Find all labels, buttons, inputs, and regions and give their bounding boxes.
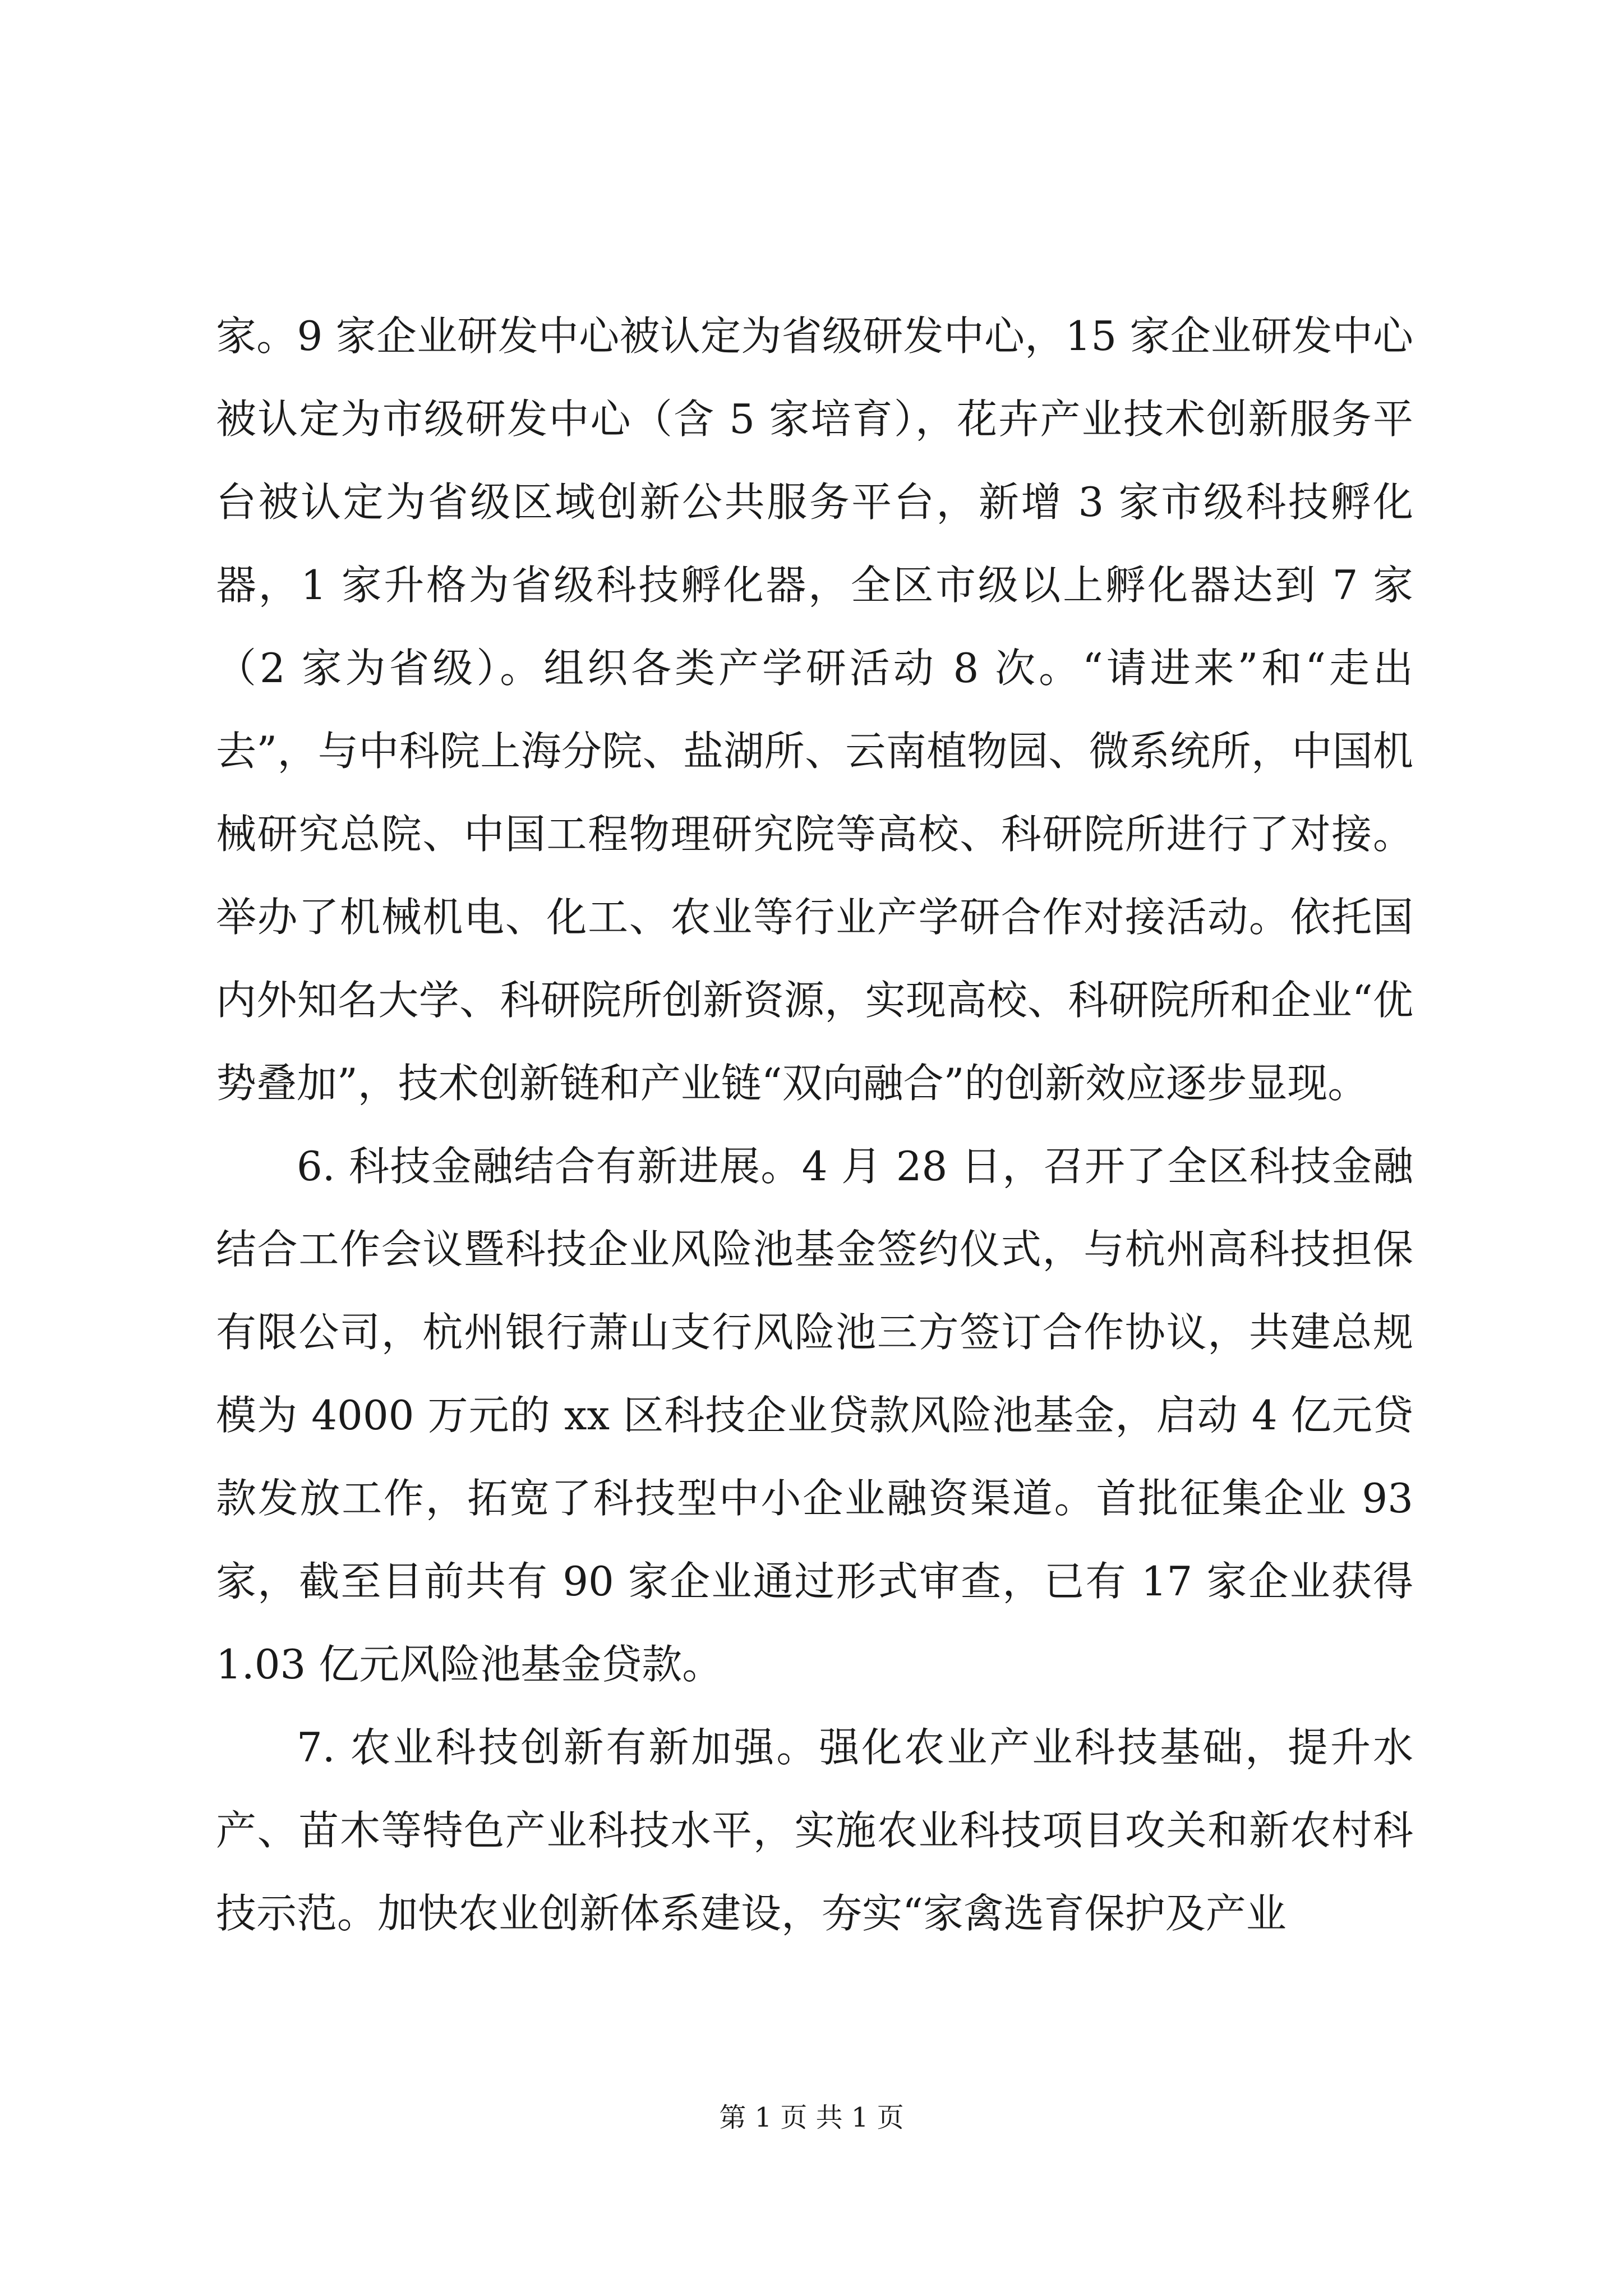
page-number-footer: 第 1 页 共 1 页 [719, 2102, 904, 2133]
paragraph-continuation: 家。9 家企业研发中心被认定为省级研发中心，15 家企业研发中心被认定为市级研发中心（含 5 家培育），花卉产业技术创新服务平台被认定为省级区域创新公共服务平台，新增 3 家市级科技孵化器，1 家升格为省级科技孵化器，全区市级以上孵化器达到 7 家（2 家为省级）。组织各类产学研活动 8 次。“请进来”和“走出去”，与中科院上海分院、盐湖所、云南植物园、微系统所，中国机械研究总院、中国工程物理研究院等高校、科研院所进行了对接。举办了机械机电、化工、农业等行业产学研合作对接活动。依托国内外知名大学、科研院所创新资源，实现高校、科研院所和企业“优势叠加”，技术创新链和产业链“双向融合”的创新效应逐步显现。 [216, 312, 1413, 1107]
paragraph-section-7: 7. 农业科技创新有新加强。强化农业产业科技基础，提升水产、苗木等特色产业科技水平，实施农业科技项目攻关和新农村科技示范。加快农业创新体系建设，夯实“家禽选育保护及产业 [216, 1724, 1413, 1937]
paragraph-section-6: 6. 科技金融结合有新进展。4 月 28 日，召开了全区科技金融结合工作会议暨科技企业风险池基金签约仪式，与杭州高科技担保有限公司，杭州银行萧山支行风险池三方签订合作协议，共建总规模为 4000 万元的 xx 区科技企业贷款风险池基金，启动 4 亿元贷款发放工作，拓宽了科技型中小企业融资渠道。首批征集企业 93 家，截至目前共有 90 家企业通过形式审查，已有 17 家企业获得 1.03 亿元风险池基金贷款。 [216, 1143, 1413, 1688]
document-body [216, 295, 1413, 1955]
